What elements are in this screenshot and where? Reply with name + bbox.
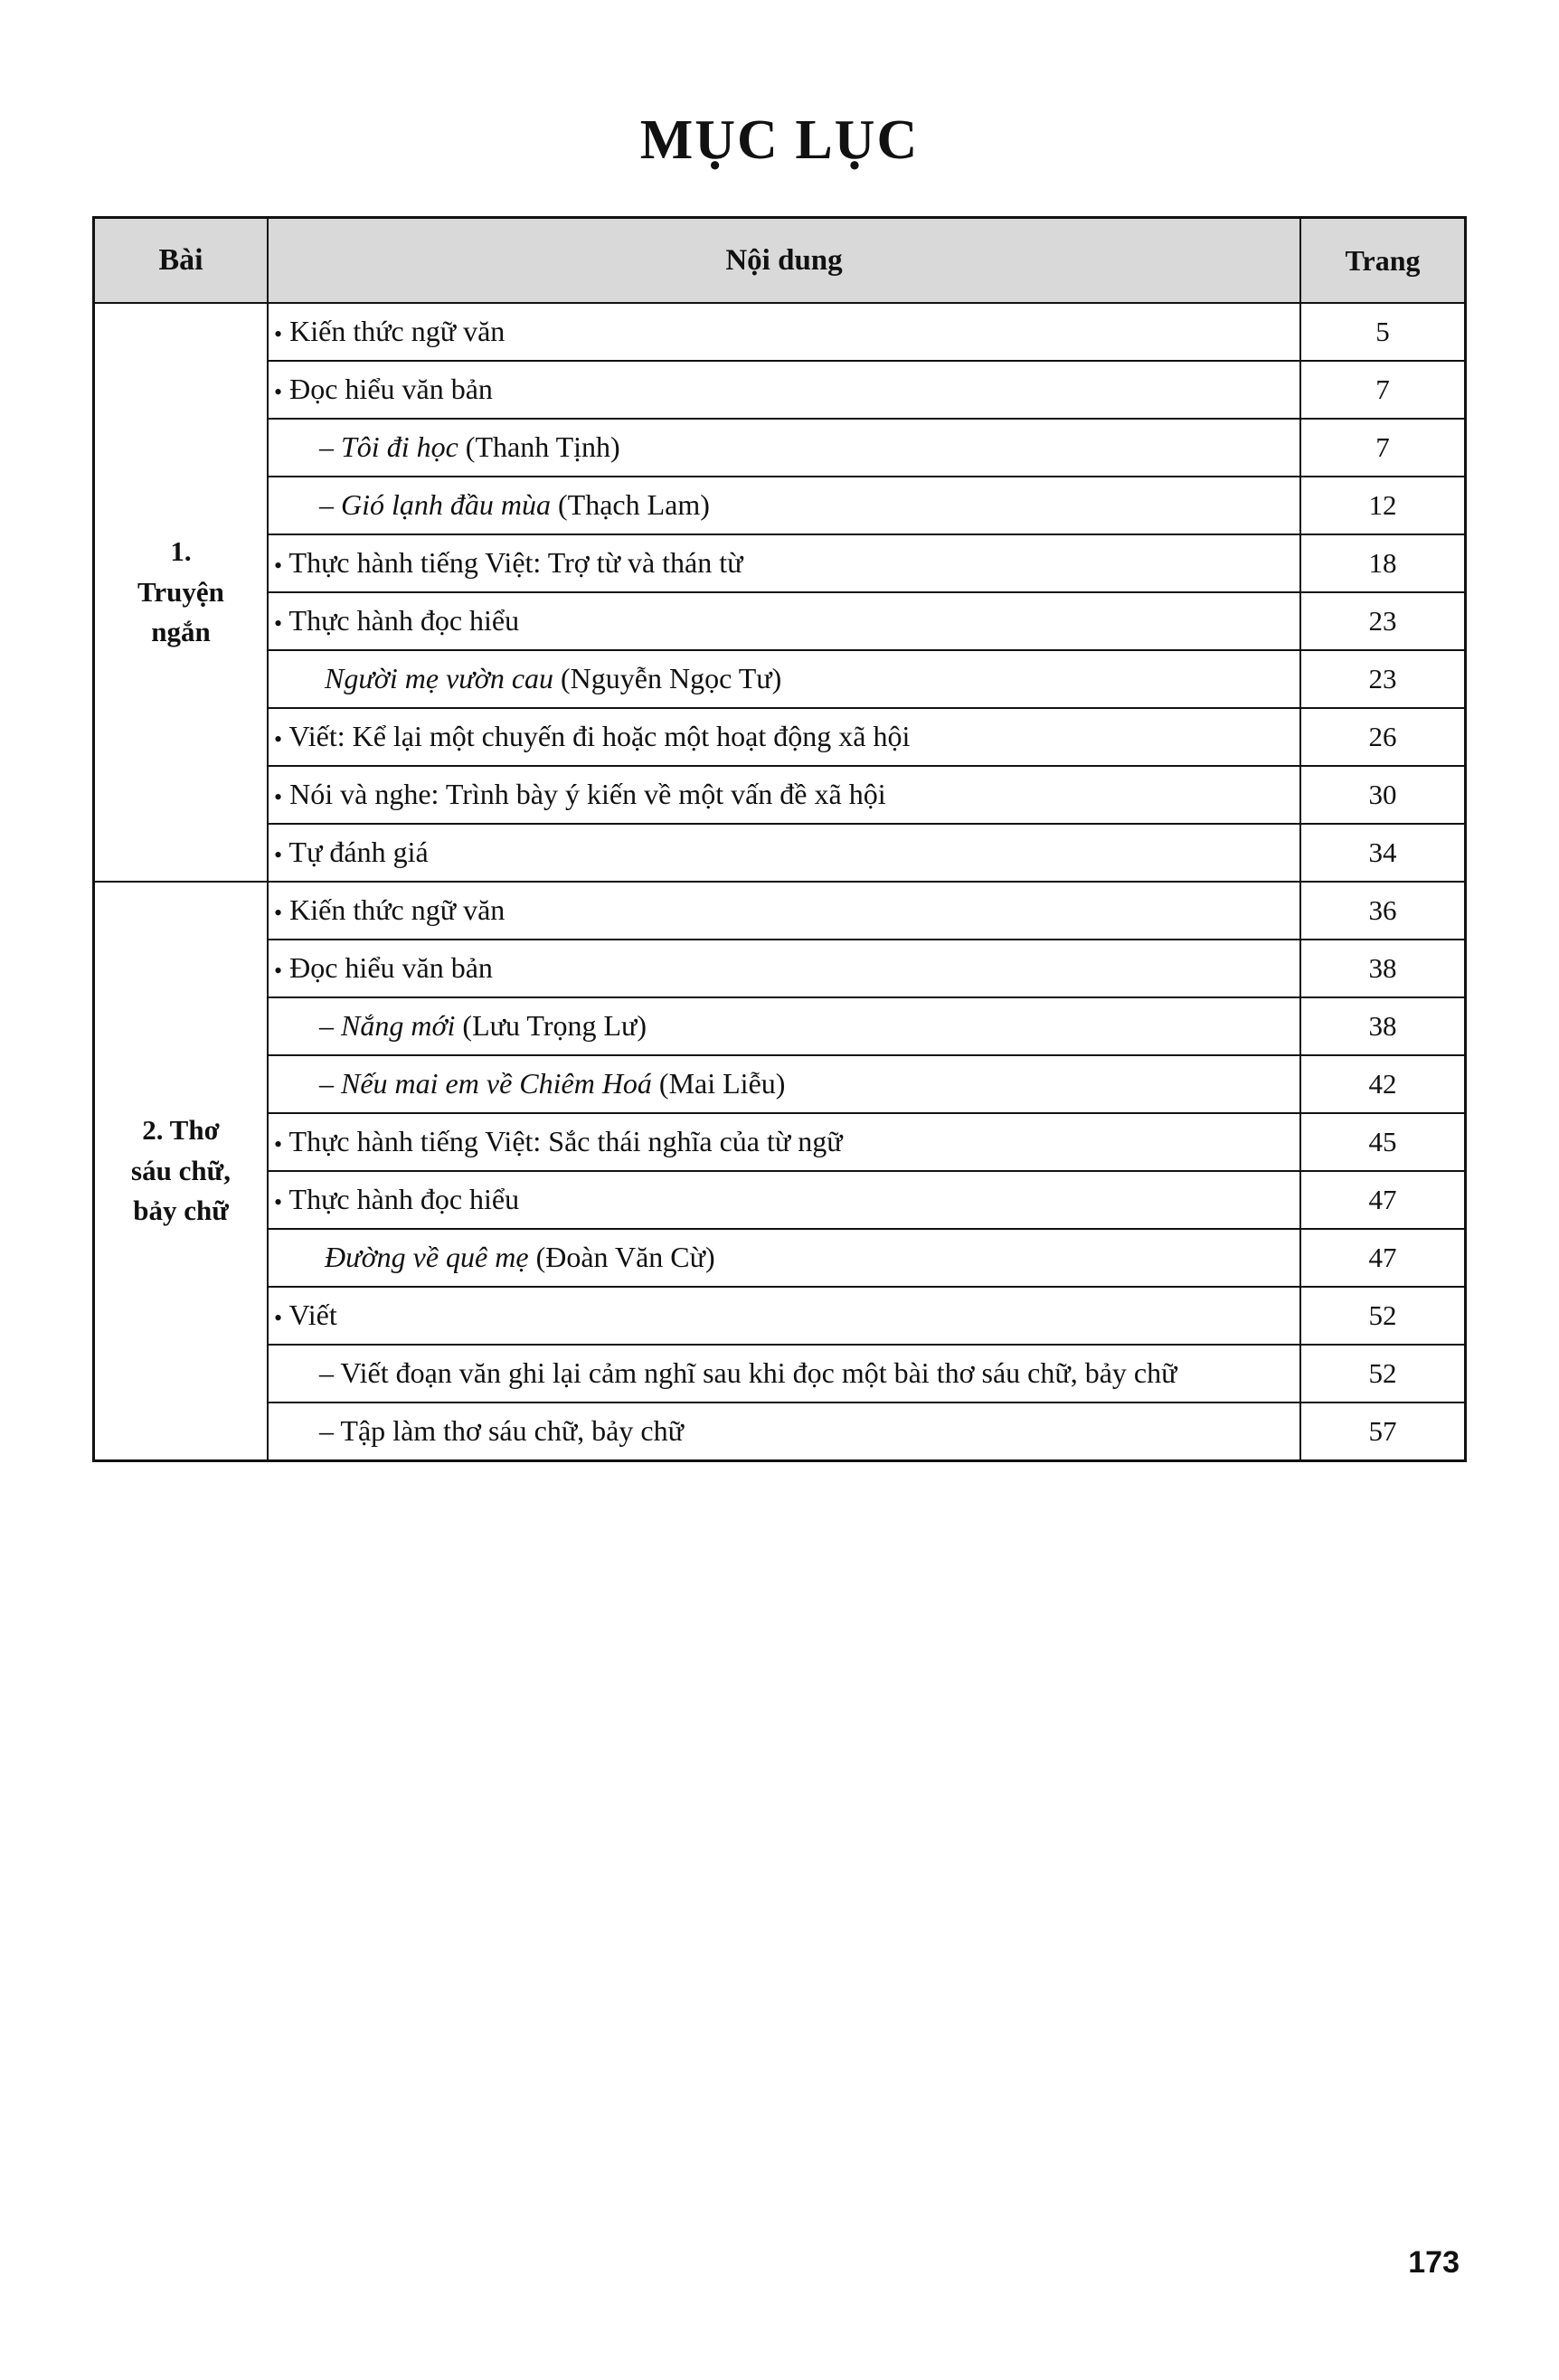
- entry-text: Thực hành tiếng Việt: Sắc thái nghĩa của từ ngữ: [288, 1125, 843, 1158]
- entry-title: [268, 824, 1300, 882]
- table-header: [94, 218, 1466, 304]
- group-label-1: [94, 303, 269, 882]
- dash-icon: –: [319, 488, 334, 522]
- entry-title: [268, 708, 1300, 766]
- entry-page: 26: [1300, 708, 1466, 766]
- table-row: [94, 650, 1466, 708]
- entry-title: [268, 1055, 1300, 1113]
- group-label-line: sáu chữ,: [131, 1154, 231, 1186]
- entry-text: Đọc hiểu văn bản: [289, 373, 493, 406]
- entry-page: 57: [1300, 1402, 1466, 1461]
- entry-page: 23: [1300, 650, 1466, 708]
- entry-title: [268, 303, 1300, 361]
- group-label-line: bảy chữ: [133, 1195, 229, 1227]
- entry-text: Kiến thức ngữ văn: [289, 315, 505, 348]
- entry-text: (Thanh Tịnh): [458, 430, 620, 464]
- entry-text-italic: Người mẹ vườn cau: [325, 662, 554, 695]
- entry-page: 47: [1300, 1171, 1466, 1229]
- entry-title: [268, 361, 1300, 419]
- entry-title: [268, 534, 1300, 592]
- entry-page: 7: [1300, 361, 1466, 419]
- entry-page: 52: [1300, 1287, 1466, 1345]
- table-row: [94, 824, 1466, 882]
- entry-page: 34: [1300, 824, 1466, 882]
- entry-page: 23: [1300, 592, 1466, 650]
- dash-icon: –: [319, 1356, 334, 1390]
- dash-icon: –: [319, 1009, 334, 1043]
- entry-title: [268, 882, 1300, 940]
- entry-title: [268, 997, 1300, 1055]
- entry-page: 42: [1300, 1055, 1466, 1113]
- entry-page: 5: [1300, 303, 1466, 361]
- bullet-icon: •: [274, 900, 283, 927]
- entry-text: Viết: Kể lại một chuyến đi hoặc một hoạt động xã hội: [288, 720, 911, 753]
- table-row: [94, 708, 1466, 766]
- entry-text: Tập làm thơ sáu chữ, bảy chữ: [340, 1414, 684, 1448]
- group-label-line: Truyện: [137, 575, 224, 608]
- column-header-bai: Bài: [94, 218, 269, 304]
- table-row: [94, 882, 1466, 940]
- table-row: [94, 534, 1466, 592]
- table-row: [94, 1402, 1466, 1461]
- entry-text: Thực hành đọc hiểu: [288, 1183, 520, 1216]
- entry-page: 18: [1300, 534, 1466, 592]
- table-of-contents: [92, 216, 1467, 1462]
- table-row: [94, 303, 1466, 361]
- table-row: [94, 361, 1466, 419]
- bullet-icon: •: [274, 726, 283, 753]
- entry-page: 30: [1300, 766, 1466, 824]
- entry-text: (Đoàn Văn Cừ): [528, 1241, 715, 1274]
- table-row: [94, 419, 1466, 477]
- entry-text: (Thạch Lam): [551, 488, 710, 522]
- entry-text: Nói và nghe: Trình bày ý kiến về một vấn đề xã hội: [289, 778, 886, 811]
- entry-text-italic: Gió lạnh đầu mùa: [341, 488, 551, 522]
- entry-title: [268, 650, 1300, 708]
- entry-text-italic: Nắng mới: [341, 1009, 456, 1043]
- entry-page: 52: [1300, 1345, 1466, 1402]
- entry-title: [268, 1113, 1300, 1171]
- bullet-icon: •: [274, 1131, 283, 1158]
- bullet-icon: •: [274, 1189, 283, 1216]
- entry-title: [268, 477, 1300, 534]
- dash-icon: –: [319, 1067, 334, 1100]
- entry-text: Tự đánh giá: [288, 836, 429, 869]
- entry-text: (Nguyễn Ngọc Tư): [553, 662, 782, 695]
- table-row: [94, 1287, 1466, 1345]
- entry-page: 36: [1300, 882, 1466, 940]
- entry-title: [268, 940, 1300, 997]
- entry-text-italic: Đường về quê mẹ: [325, 1241, 529, 1274]
- entry-text: Thực hành đọc hiểu: [288, 604, 520, 638]
- table-header-row: [94, 218, 1466, 304]
- entry-title: [268, 419, 1300, 477]
- table-row: [94, 940, 1466, 997]
- entry-page: 38: [1300, 940, 1466, 997]
- bullet-icon: •: [274, 842, 283, 869]
- entry-page: 38: [1300, 997, 1466, 1055]
- table-row: [94, 1345, 1466, 1402]
- dash-icon: –: [319, 430, 334, 464]
- entry-title: [268, 1171, 1300, 1229]
- page-title: MỤC LỤC: [639, 109, 920, 171]
- column-header-noi-dung: Nội dung: [268, 218, 1300, 304]
- entry-text: Viết: [288, 1299, 337, 1332]
- table-row: [94, 1055, 1466, 1113]
- entry-text: Thực hành tiếng Việt: Trợ từ và thán từ: [288, 546, 743, 580]
- group-label-line: ngắn: [151, 616, 211, 648]
- table-row: [94, 1229, 1466, 1287]
- dash-icon: –: [319, 1414, 334, 1448]
- table-row: [94, 592, 1466, 650]
- entry-text: (Lưu Trọng Lư): [455, 1009, 647, 1043]
- entry-title: [268, 1287, 1300, 1345]
- table-row: [94, 997, 1466, 1055]
- entry-title: [268, 1229, 1300, 1287]
- entry-title: [268, 592, 1300, 650]
- entry-text: Viết đoạn văn ghi lại cảm nghĩ sau khi đọc một bài thơ sáu chữ, bảy chữ: [340, 1356, 1177, 1390]
- group-label-line: 1.: [170, 534, 192, 567]
- column-header-trang: Trang: [1300, 218, 1466, 304]
- entry-text-italic: Nếu mai em về Chiêm Hoá: [341, 1067, 652, 1100]
- entry-title: [268, 1402, 1300, 1461]
- group-label-line: 2. Thơ: [142, 1113, 220, 1146]
- bullet-icon: •: [274, 321, 283, 348]
- entry-text: (Mai Liễu): [651, 1067, 786, 1100]
- entry-title: [268, 1345, 1300, 1402]
- bullet-icon: •: [274, 784, 283, 811]
- page-number: 173: [1408, 2245, 1460, 2280]
- bullet-icon: •: [274, 610, 283, 638]
- bullet-icon: •: [274, 379, 283, 406]
- entry-title: [268, 766, 1300, 824]
- table-row: [94, 1171, 1466, 1229]
- entry-page: 45: [1300, 1113, 1466, 1171]
- table-body: [94, 303, 1466, 1461]
- entry-text-italic: Tôi đi học: [341, 430, 458, 464]
- entry-page: 12: [1300, 477, 1466, 534]
- table-row: [94, 1113, 1466, 1171]
- entry-page: 47: [1300, 1229, 1466, 1287]
- entry-page: 7: [1300, 419, 1466, 477]
- table-row: [94, 766, 1466, 824]
- table-row: [94, 477, 1466, 534]
- bullet-icon: •: [274, 958, 283, 985]
- entry-text: Đọc hiểu văn bản: [289, 951, 493, 985]
- entry-text: Kiến thức ngữ văn: [289, 893, 505, 927]
- bullet-icon: •: [274, 552, 283, 580]
- group-label-2: [94, 882, 269, 1461]
- bullet-icon: •: [274, 1305, 283, 1332]
